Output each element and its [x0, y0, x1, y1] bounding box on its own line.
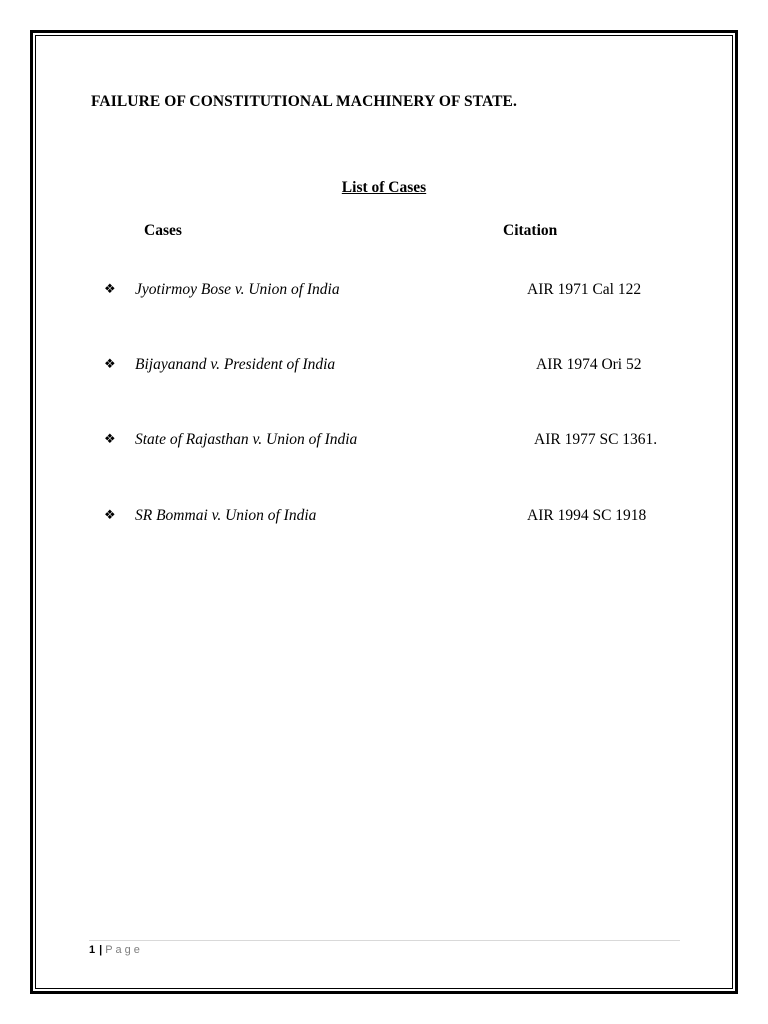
page-footer — [89, 944, 143, 956]
page-label: Page — [105, 944, 143, 956]
case-row — [0, 280, 768, 302]
page-number: 1 — [89, 944, 96, 956]
case-row — [0, 430, 768, 452]
case-citation: AIR 1994 SC 1918 — [527, 507, 647, 524]
diamond-bullet-icon: ❖ — [104, 357, 116, 372]
diamond-bullet-icon: ❖ — [104, 282, 116, 297]
list-of-cases-heading: List of Cases — [341, 179, 427, 196]
case-citation: AIR 1971 Cal 122 — [527, 281, 642, 298]
case-name: SR Bommai v. Union of India — [135, 507, 317, 524]
diamond-bullet-icon: ❖ — [104, 508, 116, 523]
case-citation: AIR 1977 SC 1361. — [534, 431, 658, 448]
diamond-bullet-icon: ❖ — [104, 432, 116, 447]
case-name: State of Rajasthan v. Union of India — [135, 431, 358, 448]
case-name: Bijayanand v. President of India — [135, 356, 336, 373]
case-row — [0, 355, 768, 377]
footer-separator: | — [99, 944, 103, 956]
document-title: FAILURE OF CONSTITUTIONAL MACHINERY OF STATE. — [91, 93, 517, 110]
cases-column-header: Cases — [144, 222, 182, 239]
case-name: Jyotirmoy Bose v. Union of India — [135, 281, 340, 298]
citation-column-header: Citation — [503, 222, 558, 239]
footer-rule — [89, 940, 680, 941]
case-row — [0, 506, 768, 528]
case-citation: AIR 1974 Ori 52 — [536, 356, 642, 373]
